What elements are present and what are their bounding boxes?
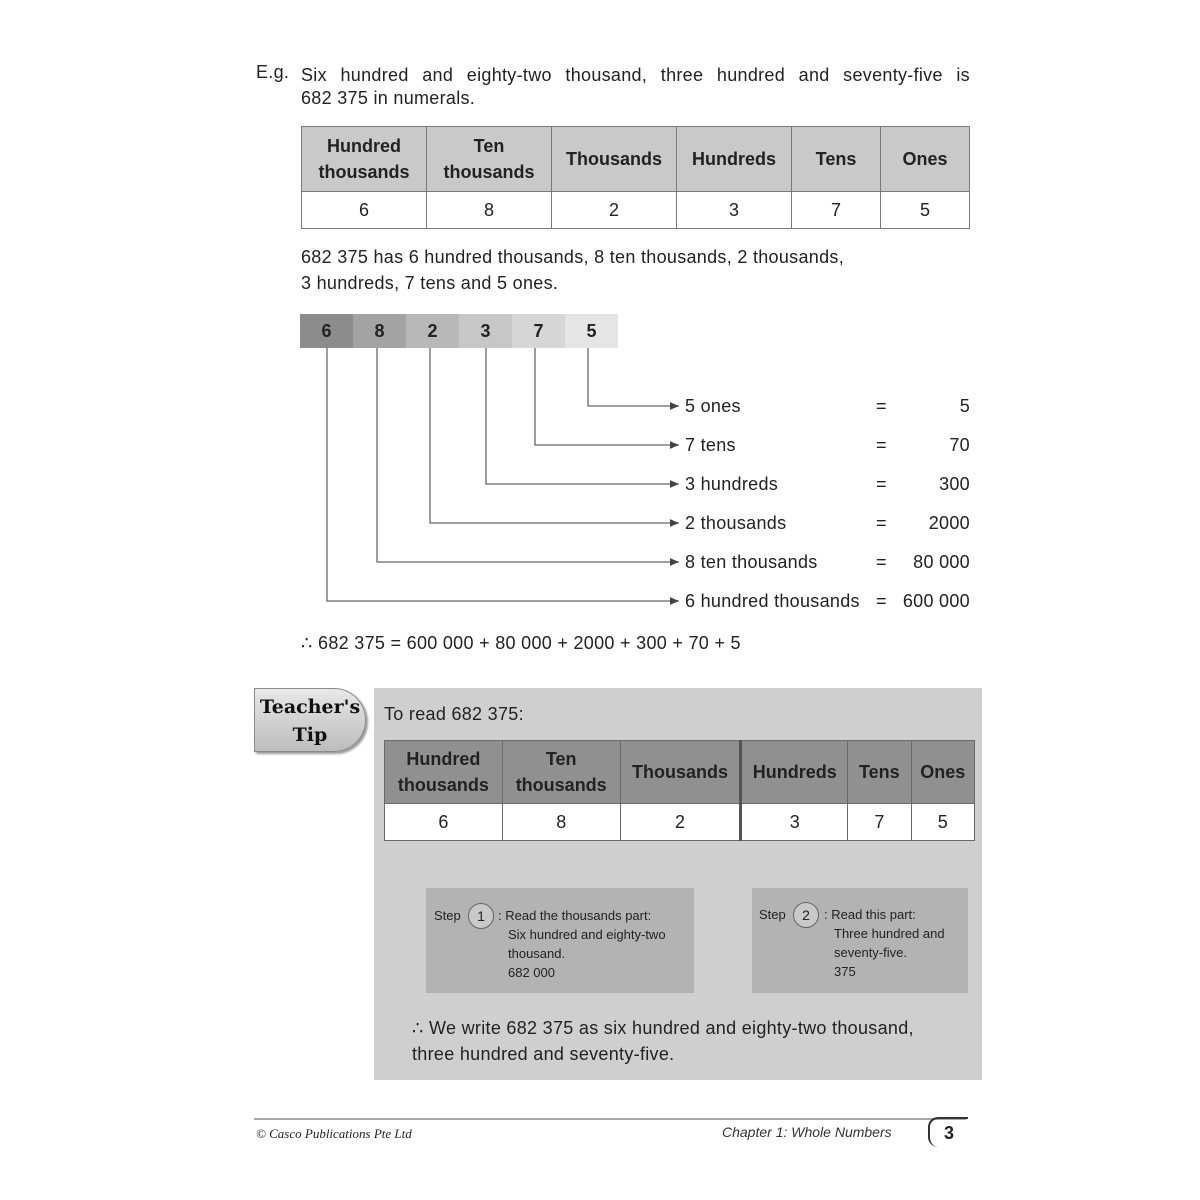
expansion-label: 2 thousands (685, 513, 787, 533)
expansion-equals: = (876, 513, 887, 533)
table-cell: 7 (792, 192, 881, 229)
table-cell: 8 (427, 192, 552, 229)
digit-cell: 8 (353, 314, 406, 348)
header-tens: Tens (792, 127, 881, 192)
teachers-tip-badge (254, 688, 366, 752)
tip-place-value-table (384, 740, 975, 841)
table-cell: 2 (620, 804, 741, 841)
digit-cell: 3 (459, 314, 512, 348)
expansion-value: 2000 (928, 513, 970, 533)
expansion-label: 7 tens (685, 435, 736, 455)
table-cell: 8 (502, 804, 620, 841)
header-hundred-thousands: Hundred thousands (385, 741, 503, 804)
chapter-title: Chapter 1: Whole Numbers (722, 1124, 892, 1140)
connector-hundred-thousands (327, 348, 679, 601)
expansion-value: 600 000 (902, 591, 970, 611)
header-ones: Ones (881, 127, 970, 192)
description-line-2: 3 hundreds, 7 tens and 5 ones. (301, 273, 559, 293)
header-ten-thousands: Ten thousands (427, 127, 552, 192)
step-1-line-4: 682 000 (508, 965, 555, 980)
header-tens: Tens (848, 741, 911, 804)
step-2-text (824, 905, 964, 981)
expansion-equals: = (876, 474, 887, 494)
badge-line-1: Teacher's (259, 696, 361, 718)
footer-divider (254, 1118, 966, 1120)
expansion-equals: = (876, 552, 887, 572)
digit-cell: 5 (565, 314, 618, 348)
header-thousands: Thousands (620, 741, 741, 804)
digit-cell: 2 (406, 314, 459, 348)
digit-cell: 6 (300, 314, 353, 348)
step-1-box (426, 888, 694, 993)
badge-line-2: Tip (292, 724, 328, 746)
connector-tens (535, 348, 679, 445)
digit-cell: 7 (512, 314, 565, 348)
step-2-line-3: seventy-five. (834, 945, 907, 960)
header-ones: Ones (911, 741, 974, 804)
expansion-equals: = (876, 591, 887, 611)
tip-heading: To read 682 375: (384, 704, 524, 724)
header-hundreds: Hundreds (677, 127, 792, 192)
header-hundred-thousands: Hundred thousands (302, 127, 427, 192)
page-number: 3 (928, 1117, 968, 1147)
step-1-word: Step (434, 908, 461, 923)
header-ten-thousands: Ten thousands (502, 741, 620, 804)
summary-equation: ∴ 682 375 = 600 000 + 80 000 + 2000 + 300 + 70 + 5 (301, 633, 741, 653)
example-label: E.g. (256, 62, 290, 82)
table-cell: 5 (911, 804, 974, 841)
intro-line-1: Six hundred and eighty-two thousand, three hundred and seventy-five is (301, 65, 970, 85)
step-2-number: 2 (793, 902, 819, 928)
table-cell: 3 (677, 192, 792, 229)
table-cell: 6 (302, 192, 427, 229)
expansion-label: 3 hundreds (685, 474, 779, 494)
intro-line-2: 682 375 in numerals. (301, 88, 476, 108)
table-cell: 7 (848, 804, 911, 841)
step-2-line-2: Three hundred and (834, 926, 945, 941)
expansion-equals: = (876, 396, 887, 416)
step-2-word: Step (759, 907, 786, 922)
expansion-value: 80 000 (913, 552, 970, 572)
connector-ones (588, 348, 679, 406)
conclusion-line-1: ∴ We write 682 375 as six hundred and eighty-two thousand, (412, 1018, 914, 1038)
expansion-label: 5 ones (685, 396, 741, 416)
expansion-label: 6 hundred thousands (685, 591, 860, 611)
tip-conclusion (412, 1015, 968, 1067)
step-1-line-2: Six hundred and eighty-two (508, 927, 666, 942)
expansion-label: 8 ten thousands (685, 552, 818, 572)
step-2-line-1: : Read this part: (824, 907, 916, 922)
expansion-value: 70 (949, 435, 970, 455)
step-1-text (498, 906, 688, 982)
header-thousands: Thousands (552, 127, 677, 192)
step-2-line-4: 375 (834, 964, 856, 979)
table-cell: 6 (385, 804, 503, 841)
table-cell: 2 (552, 192, 677, 229)
connector-thousands (430, 348, 679, 523)
step-1-line-1: : Read the thousands part: (498, 908, 652, 923)
step-2-box (752, 888, 968, 993)
expansion-equals: = (876, 435, 887, 455)
conclusion-line-2: three hundred and seventy-five. (412, 1044, 675, 1064)
table-cell: 3 (741, 804, 848, 841)
header-hundreds: Hundreds (741, 741, 848, 804)
publisher-credit: © Casco Publications Pte Ltd (256, 1126, 412, 1141)
step-1-number: 1 (468, 903, 494, 929)
table-cell: 5 (881, 192, 970, 229)
connector-hundreds (486, 348, 679, 484)
expansion-value: 5 (959, 396, 970, 416)
expansion-value: 300 (939, 474, 970, 494)
step-1-line-3: thousand. (508, 946, 566, 961)
connector-ten-thousands (377, 348, 679, 562)
description-line-1: 682 375 has 6 hundred thousands, 8 ten thousands, 2 thousands, (301, 247, 845, 267)
